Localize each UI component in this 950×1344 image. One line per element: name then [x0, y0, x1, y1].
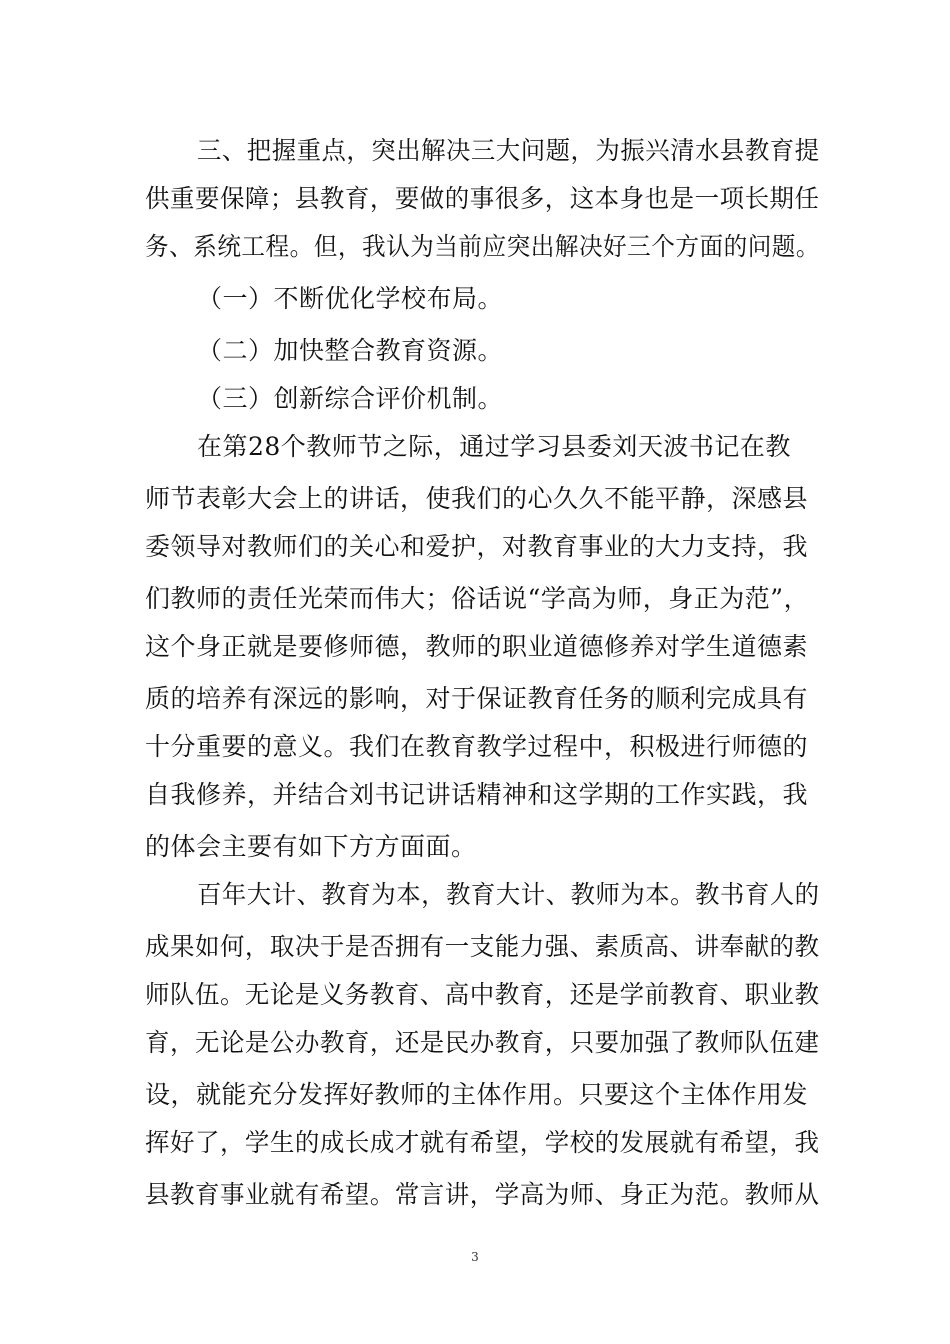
text-line: 设，就能充分发挥好教师的主体作用。只要这个主体作用发: [145, 1080, 809, 1109]
text-line: 师队伍。无论是义务教育、高中教育，还是学前教育、职业教: [145, 980, 820, 1009]
text-line: 百年大计、教育为本，教育大计、教师为本。教书育人的: [197, 880, 820, 909]
text-line: 供重要保障；县教育，要做的事很多，这本身也是一项长期任: [145, 184, 820, 213]
text-line: 师节表彰大会上的讲话，使我们的心久久不能平静，深感县: [145, 484, 809, 513]
text-line: 委领导对教师们的关心和爱护，对教育事业的大力支持，我: [145, 532, 809, 561]
text-line: 质的培养有深远的影响，对于保证教育任务的顺利完成具有: [145, 684, 809, 713]
text-line: 这个身正就是要修师德，教师的职业道德修养对学生道德素: [145, 632, 809, 661]
text-line: 们教师的责任光荣而伟大；俗话说“学高为师，身正为范”，: [145, 584, 810, 613]
list-item: （二）加快整合教育资源。: [197, 336, 504, 365]
text-line: 成果如何，取决于是否拥有一支能力强、素质高、讲奉献的教: [145, 932, 820, 961]
list-item: （一）不断优化学校布局。: [197, 284, 504, 313]
text-line: 挥好了，学生的成长成才就有希望，学校的发展就有希望，我: [145, 1128, 820, 1157]
text-line: 县教育事业就有希望。常言讲，学高为师、身正为范。教师从: [145, 1180, 820, 1209]
text-line: 三、把握重点，突出解决三大问题，为振兴清水县教育提: [197, 136, 820, 165]
text-line: 育，无论是公办教育，还是民办教育，只要加强了教师队伍建: [145, 1028, 820, 1057]
text-line: 的体会主要有如下方方面面。: [145, 832, 477, 861]
page-number: 3: [471, 1250, 479, 1264]
text-line: 务、系统工程。但，我认为当前应突出解决好三个方面的问题。: [145, 232, 821, 261]
text-line: 在第28个教师节之际，通过学习县委刘天波书记在教: [197, 432, 791, 461]
text-line: 自我修养，并结合刘书记讲话精神和这学期的工作实践，我: [145, 780, 809, 809]
text-line: 十分重要的意义。我们在教育教学过程中，积极进行师德的: [145, 732, 809, 761]
list-item: （三）创新综合评价机制。: [197, 384, 504, 413]
